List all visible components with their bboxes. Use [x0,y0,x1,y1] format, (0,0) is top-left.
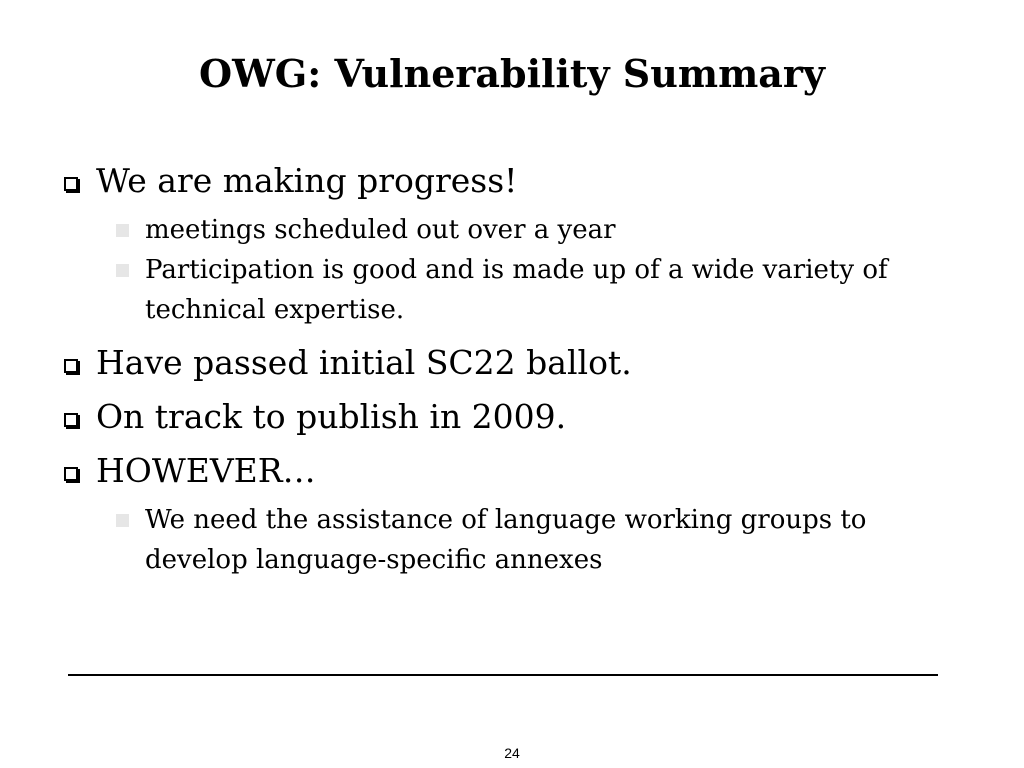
sub-bullet-list [116,210,964,330]
bullet-item [64,342,964,384]
page-number: 24 [504,745,520,761]
sub-bullet-text: We need the assistance of language working groups to develop language-specific annexes [145,505,867,575]
bullet-text: Have passed initial SC22 ballot. [96,343,632,382]
bullet-list [64,160,964,592]
bullet-text: HOWEVER… [96,451,316,490]
bullet-item [64,160,964,202]
bullet-item [64,396,964,438]
hollow-square-icon [64,467,78,481]
sub-bullet-list [116,500,964,580]
filled-square-icon [116,224,129,237]
hollow-square-icon [64,413,78,427]
hollow-square-icon [64,359,78,373]
bullet-text: On track to publish in 2009. [96,397,567,436]
sub-bullet-text: meetings scheduled out over a year [145,215,616,245]
slide-title: OWG: Vulnerability Summary [199,51,825,96]
bullet-item [64,450,964,492]
sub-bullet-item [116,500,964,580]
filled-square-icon [116,264,129,277]
footer-divider [68,674,938,676]
filled-square-icon [116,514,129,527]
sub-bullet-item [116,210,964,250]
bullet-text: We are making progress! [96,161,518,200]
sub-bullet-item [116,250,964,330]
hollow-square-icon [64,177,78,191]
sub-bullet-text: Participation is good and is made up of a wide variety of technical expertise. [145,255,888,325]
